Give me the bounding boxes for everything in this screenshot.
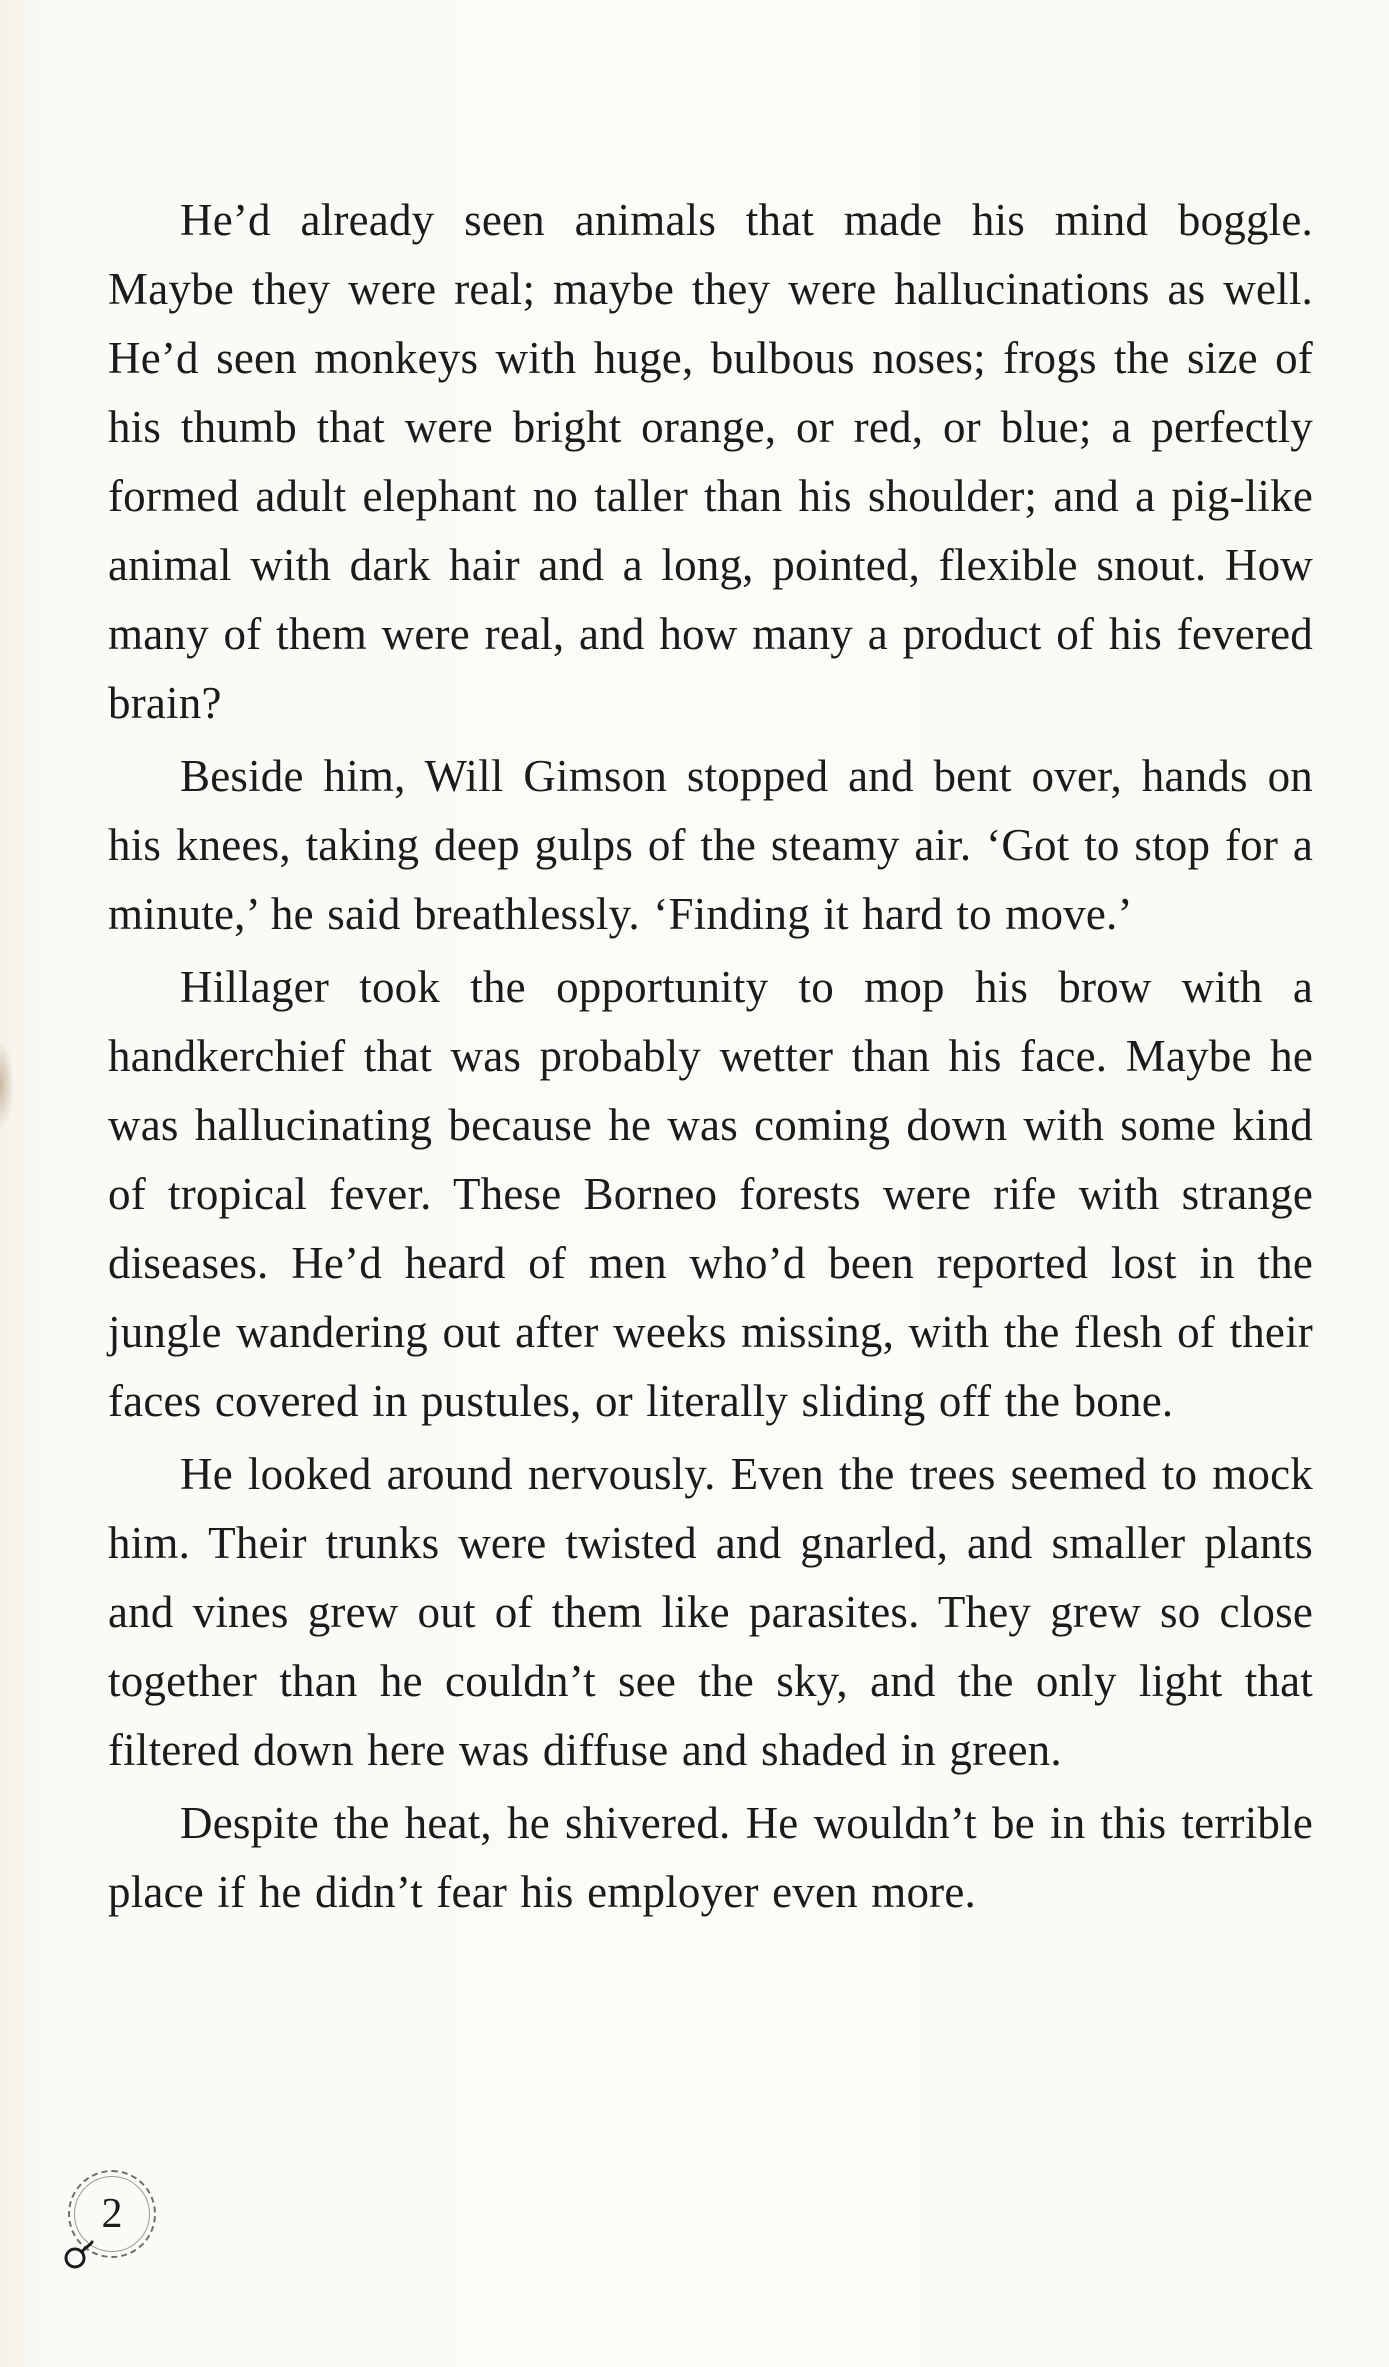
paragraph-2: Beside him, Will Gimson stopped and bent over, hands on his knees, taking deep gulps of the steamy air. ‘Got to stop for a minute,’ he said breathlessly. ‘Finding it hard to move.’ — [108, 751, 1313, 939]
paragraph-5: Despite the heat, he shivered. He wouldn’t be in this terrible place if he didn’t fear his employer even more. — [108, 1798, 1313, 1917]
page-number-badge — [60, 2170, 170, 2280]
page-number: 2 — [101, 2191, 123, 2237]
page-edge-stain — [0, 1040, 14, 1130]
paragraph-3: Hillager took the opportunity to mop his brow with a handkerchief that was probably wetter than his face. Maybe he was hallucinating because he was coming down with some kind of tropical fever. These Borneo forests were rife with strange diseases. He’d heard of men who’d been reported lost in the jungle wandering out after weeks missing, with the flesh of their faces covered in pustules, or literally sliding off the bone. — [108, 962, 1313, 1426]
paragraph-1: He’d already seen animals that made his mind boggle. Maybe they were real; maybe they were hallucinations as well. He’d seen monkeys with huge, bulbous noses; frogs the size of his thumb that were bright orange, or red, or blue; a perfectly formed adult elephant no taller than his shoulder; and a pig-like animal with dark hair and a long, pointed, flexible snout. How many of them were real, and how many a product of his fevered brain? — [108, 195, 1313, 728]
swirl-ornament-icon — [60, 2238, 94, 2272]
body-text — [108, 186, 1313, 1941]
paragraph-4: He looked around nervously. Even the trees seemed to mock him. Their trunks were twisted and gnarled, and smaller plants and vines grew out of them like parasites. They grew so close together than he couldn’t see the sky, and the only light that filtered down here was diffuse and shaded in green. — [108, 1449, 1313, 1775]
